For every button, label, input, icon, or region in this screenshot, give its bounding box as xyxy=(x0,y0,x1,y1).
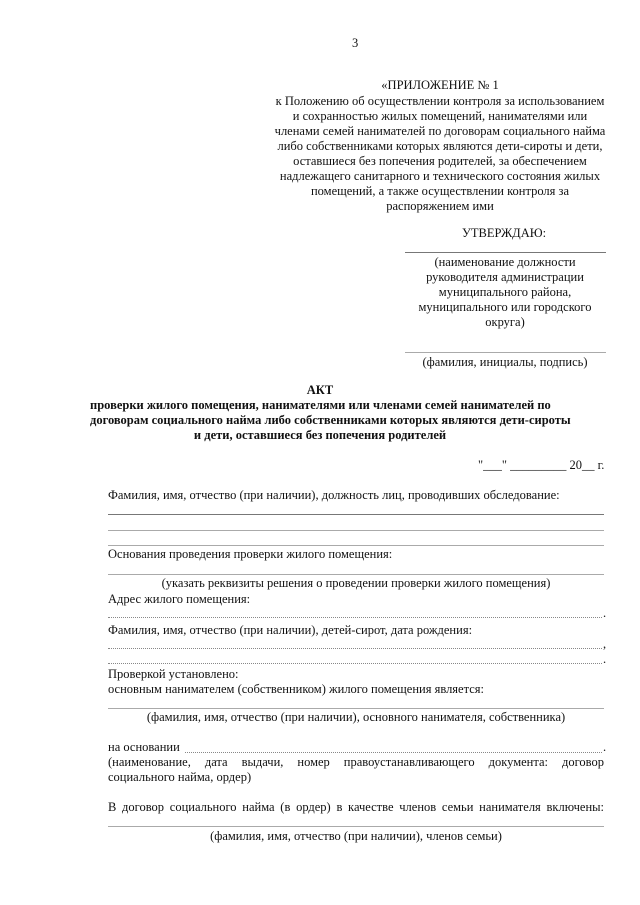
orphans-line-end: , xyxy=(603,637,607,651)
signature-caption: (фамилия, инициалы, подпись) xyxy=(422,355,588,369)
basis-label: на основании xyxy=(108,740,180,754)
family-label: В договор социального найма (в ордер) в качестве членов семьи нанимателя включены: xyxy=(108,800,604,814)
appendix-line: и сохранностью жилых помещений, нанимателями или xyxy=(292,109,588,123)
position-caption-line: муниципального района, xyxy=(438,285,572,299)
grounds-caption: (указать реквизиты решения о проведении проверки жилого помещения) xyxy=(161,576,551,590)
act-subtitle xyxy=(90,398,571,443)
approve-label: УТВЕРЖДАЮ: xyxy=(462,226,547,240)
appendix-line: членами семей нанимателей по договорам социального найма xyxy=(274,124,606,138)
basis-line[interactable] xyxy=(185,752,602,753)
established-label: Проверкой установлено: xyxy=(108,667,239,681)
basis-caption: (наименование, дата выдачи, номер правоустанавливающего документа: договор xyxy=(108,755,604,769)
position-caption-line: (наименование должности xyxy=(434,255,576,269)
persons-label: Фамилия, имя, отчество (при наличии), должность лиц, проводивших обследование: xyxy=(108,488,560,502)
tenant-caption: (фамилия, имя, отчество (при наличии), основного нанимателя, собственника) xyxy=(146,710,566,724)
persons-line[interactable] xyxy=(108,514,604,515)
act-subtitle-line: и дети, оставшиеся без попечения родителей xyxy=(193,428,447,442)
act-title: АКТ xyxy=(306,383,334,397)
orphans-label: Фамилия, имя, отчество (при наличии), детей-сирот, дата рождения: xyxy=(108,623,473,637)
family-caption: (фамилия, имя, отчество (при наличии), членов семьи) xyxy=(210,829,502,843)
orphans-line-end: . xyxy=(603,652,607,666)
position-caption-line: округа) xyxy=(485,315,525,329)
grounds-label: Основания проведения проверки жилого помещения: xyxy=(108,547,393,561)
appendix-line: распоряжением ими xyxy=(386,199,494,213)
basis-caption-cont: социального найма, ордер) xyxy=(108,770,252,784)
appendix-line: надлежащего санитарного и технического состояния жилых xyxy=(279,169,601,183)
position-caption xyxy=(400,255,610,330)
act-subtitle-line: проверки жилого помещения, нанимателями или членами семей нанимателей по xyxy=(90,398,551,412)
position-signature-line xyxy=(405,252,606,253)
act-date: "___" _________ 20__ г. xyxy=(478,458,605,472)
appendix-line: помещений, а также осуществлении контроля за xyxy=(310,184,570,198)
position-caption-line: руководителя администрации xyxy=(426,270,584,284)
persons-line[interactable] xyxy=(108,530,604,531)
basis-line-end: . xyxy=(603,740,607,754)
act-subtitle-line: договорам социального найма либо собственниками которых являются дети-сироты xyxy=(90,413,571,427)
persons-line[interactable] xyxy=(108,545,604,546)
position-caption-line: муниципального или городского xyxy=(418,300,592,314)
tenant-line[interactable] xyxy=(108,708,604,709)
orphans-line[interactable] xyxy=(108,663,602,664)
appendix-title: «ПРИЛОЖЕНИЕ № 1 xyxy=(381,78,499,92)
orphans-line[interactable] xyxy=(108,648,602,649)
appendix-line: оставшиеся без попечения родителей, за обеспечением xyxy=(293,154,587,168)
appendix-line: к Положению об осуществлении контроля за использованием xyxy=(275,94,605,108)
appendix-description xyxy=(262,94,618,214)
family-line[interactable] xyxy=(108,826,604,827)
address-line[interactable] xyxy=(108,617,602,618)
name-signature-line xyxy=(405,352,606,353)
address-label: Адрес жилого помещения: xyxy=(108,592,251,606)
page-number: 3 xyxy=(352,36,359,50)
grounds-line[interactable] xyxy=(108,574,604,575)
tenant-label: основным нанимателем (собственником) жилого помещения является: xyxy=(108,682,484,696)
address-line-end: . xyxy=(603,606,607,620)
appendix-line: либо собственниками которых являются дети-сироты и дети, xyxy=(277,139,603,153)
